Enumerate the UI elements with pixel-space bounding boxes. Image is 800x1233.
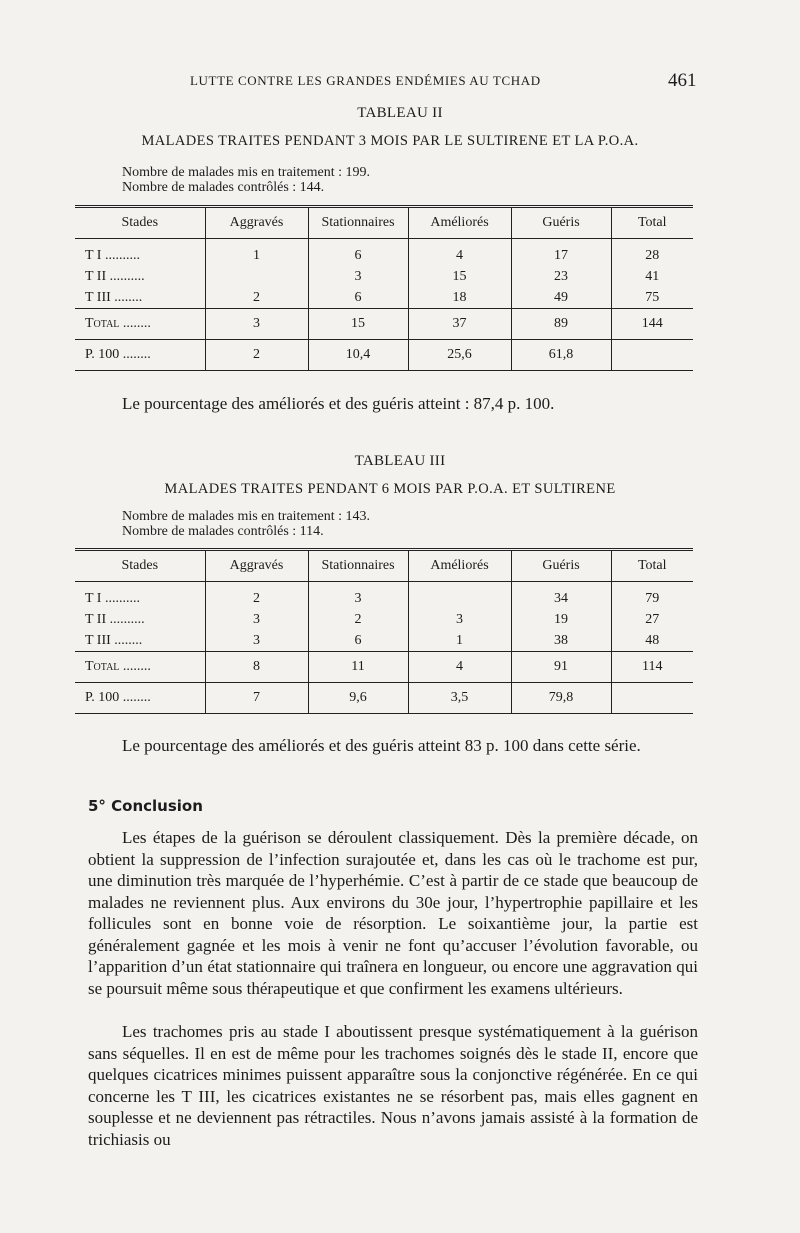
table3-controlled-count: Nombre de malades contrôlés : 114. [122,524,324,539]
column-header: Stationnaires [308,550,408,582]
table-cell: 28 [611,239,693,267]
column-header: Améliorés [408,207,511,239]
table-cell: 3 [408,609,511,630]
table-cell: 18 [408,287,511,309]
percentage-row [75,683,693,714]
table-cell: 25,6 [408,340,511,371]
conclusion-paragraph-2: Les trachomes pris au stade I aboutissent presque systématiquement à la guérison sans séquelles. Il en est de même pour les trachomes soignés dès le stade II, encore que quelques cicatrices minimes puissent apparaître sous la conjonctive régénérée. En ce qui concerne les T III, les cicatrices existantes ne se résorbent pas, mais elles gagnent en souplesse et ne deviennent pas rétractiles. Nous n’avons jamais assisté à la formation de trichiasis ou [88,1022,698,1149]
table-cell: 37 [408,309,511,340]
column-header: Aggravés [205,207,308,239]
table-cell: 2 [205,340,308,371]
table-row [75,266,693,287]
table-cell: 6 [308,239,408,267]
table-cell: T I .......... [85,590,140,606]
running-head: LUTTE CONTRE LES GRANDES ENDÉMIES AU TCHAD [190,73,541,88]
table-cell: 38 [511,630,611,652]
column-header: Améliorés [408,550,511,582]
total-label-cell [75,309,205,340]
table-cell [611,683,693,714]
page-number: 461 [668,70,697,91]
table-cell: 75 [611,287,693,309]
table-cell: 79 [611,582,693,610]
table-cell: T II .......... [85,611,145,627]
table-cell: 9,6 [308,683,408,714]
column-header: Aggravés [205,550,308,582]
table-row [75,582,693,610]
table3-grid [75,548,693,714]
table-cell [611,340,693,371]
table-cell: 91 [511,652,611,683]
table2-caption: MALADES TRAITES PENDANT 3 MOIS PAR LE SULTIRENE ET LA P.O.A. [141,133,639,149]
table2-title: TABLEAU II [357,105,443,121]
table-cell: T III ........ [85,632,143,648]
column-header: Stades [75,550,205,582]
table3-note: Le pourcentage des améliorés et des guéris atteint 83 p. 100 dans cette série. [122,736,641,755]
table-cell: P. 100 ........ [75,683,205,714]
table-cell: 49 [511,287,611,309]
table-cell: 23 [511,266,611,287]
table-cell: 19 [511,609,611,630]
table3-treated-count: Nombre de malades mis en traitement : 143. [122,509,371,524]
table-cell: 4 [408,652,511,683]
table-row [75,609,693,630]
table-cell: 3 [205,609,308,630]
table-cell: 1 [408,630,511,652]
table-header-row [75,550,693,582]
table-cell: 3 [308,266,408,287]
table2-note: Le pourcentage des améliorés et des guéris atteint : 87,4 p. 100. [122,394,555,413]
table3-title: TABLEAU III [354,453,446,469]
table-cell: 3,5 [408,683,511,714]
conclusion-paragraph-1: Les étapes de la guérison se déroulent classiquement. Dès la première décade, on obtient la suppression de l’infection surajoutée et, dans les cas où le trachome est pur, une diminution très marquée de l’hyperhémie. C’est à partir de ce stade que beaucoup de malades ne reviennent plus. Aux environs du 30e jour, l’hypertrophie papillaire et les follicules sont en bonne voie de résorption. Le soixantième jour, la partie est généralement gagnée et les mois à venir ne font qu’accuser l’évolution favorable, ou l’apparition d’un état stationnaire qui traînera en longueur, ou encore une aggravation qui se poursuit même sous thérapeutique et que confirment les examens ultérieurs. [88,828,698,998]
column-header: Stationnaires [308,207,408,239]
table-cell: 27 [611,609,693,630]
table-header-row [75,207,693,239]
table-cell [408,582,511,610]
total-label-cell [75,652,205,683]
column-header: Guéris [511,207,611,239]
table-cell: T I .......... [85,247,140,263]
table-cell: 2 [205,582,308,610]
total-row [75,309,693,340]
column-header: Stades [75,207,205,239]
column-header: Total [611,550,693,582]
table-cell: 144 [611,309,693,340]
table-cell: 17 [511,239,611,267]
table-cell: T III ........ [85,289,143,305]
table2-grid [75,205,693,371]
table-cell: 114 [611,652,693,683]
table-cell: 3 [308,582,408,610]
table-cell: P. 100 ........ [75,340,205,371]
table-cell: T II .......... [85,268,145,284]
table-cell: 6 [308,287,408,309]
percentage-row [75,340,693,371]
table-cell: 3 [205,309,308,340]
column-header: Guéris [511,550,611,582]
table-row [75,287,693,309]
table-cell: 6 [308,630,408,652]
table-row [75,239,693,267]
table-cell: 1 [205,239,308,267]
table-cell: 15 [308,309,408,340]
table-cell: 15 [408,266,511,287]
table-cell: 8 [205,652,308,683]
table2-treated-count: Nombre de malades mis en traitement : 199. [122,165,371,180]
table-cell: 34 [511,582,611,610]
column-header: Total [611,207,693,239]
total-label: Total [85,316,120,331]
table-cell: 79,8 [511,683,611,714]
total-label: Total [85,659,120,674]
table-cell: 2 [308,609,408,630]
table-cell: 48 [611,630,693,652]
table-cell: 2 [205,287,308,309]
table2-controlled-count: Nombre de malades contrôlés : 144. [122,180,325,195]
table-cell: 3 [205,630,308,652]
table-cell: 89 [511,309,611,340]
section-heading: 5° Conclusion [88,797,203,815]
total-leader-dots: ........ [119,659,151,674]
table-cell: 11 [308,652,408,683]
table-cell: 7 [205,683,308,714]
table-cell: 10,4 [308,340,408,371]
table-cell: 4 [408,239,511,267]
table-row [75,630,693,652]
table-cell: 41 [611,266,693,287]
total-row [75,652,693,683]
table3-caption: MALADES TRAITES PENDANT 6 MOIS PAR P.O.A. ET SULTIRENE [164,481,616,497]
table-cell: 61,8 [511,340,611,371]
table-cell [205,266,308,287]
total-leader-dots: ........ [119,316,151,331]
